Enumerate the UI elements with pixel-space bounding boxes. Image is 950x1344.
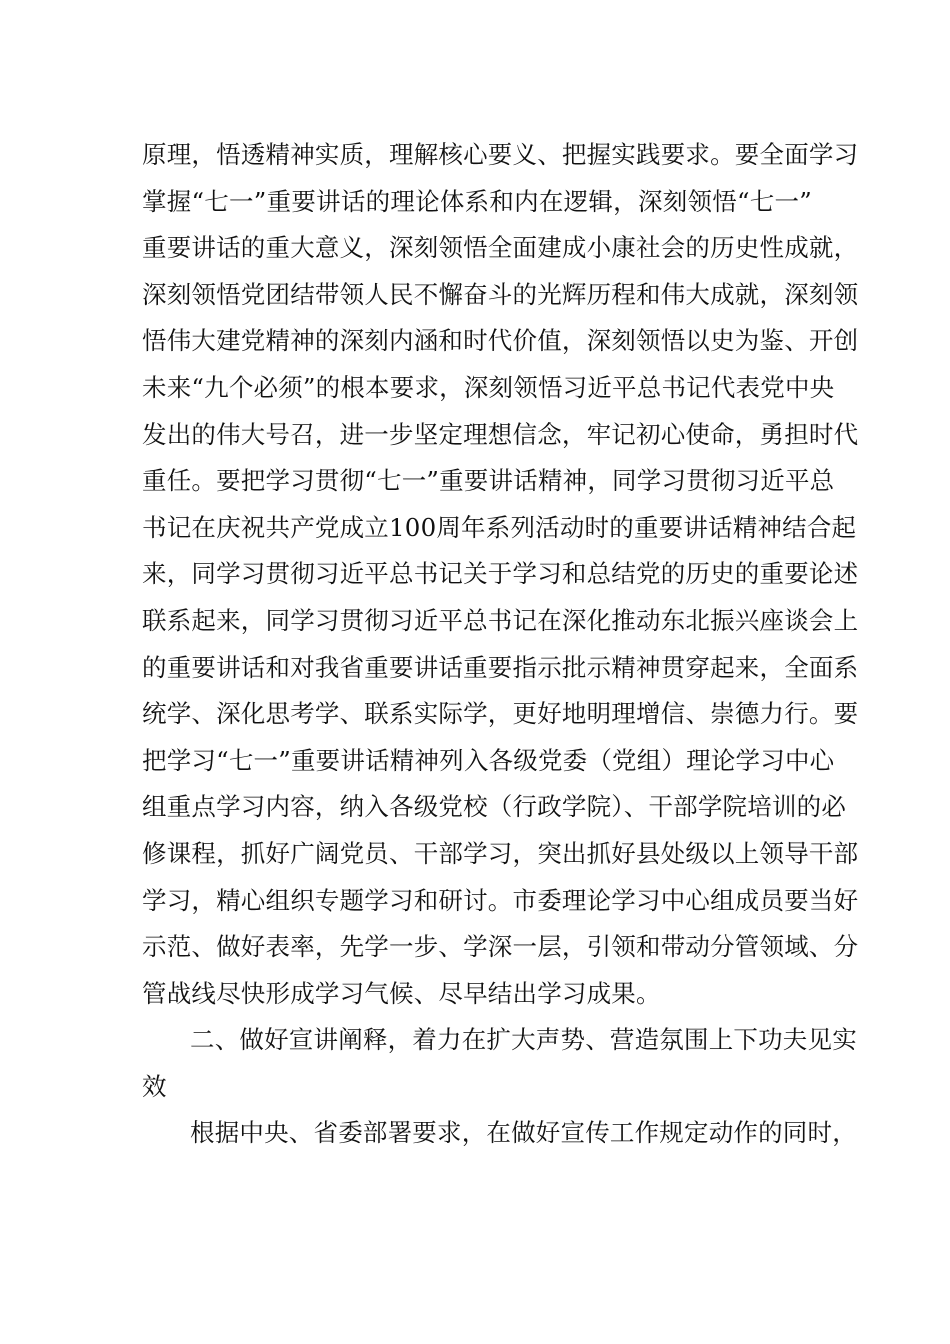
body-text xyxy=(142,132,859,1157)
section-heading: 二、做好宣讲阐释，着力在扩大声势、营造氛围上下功夫见实 xyxy=(190,1025,857,1055)
text-line: 书记在庆祝共产党成立100周年系列活动时的重要讲话精神结合起 xyxy=(142,512,857,542)
text-line: 联系起来，同学习贯彻习近平总书记在深化推动东北振兴座谈会上 xyxy=(142,605,859,635)
text-line: 悟伟大建党精神的深刻内涵和时代价值，深刻领悟以史为鉴、开创 xyxy=(142,326,859,356)
text-line: 管战线尽快形成学习气候、尽早结出学习成果。 xyxy=(142,978,661,1008)
paragraph-start: 根据中央、省委部署要求，在做好宣传工作规定动作的同时， xyxy=(190,1118,857,1148)
text-line: 重要讲话的重大意义，深刻领悟全面建成小康社会的历史性成就， xyxy=(142,233,859,263)
text-line: 发出的伟大号召，进一步坚定理想信念，牢记初心使命，勇担时代 xyxy=(142,419,859,449)
text-line: 修课程，抓好广阔党员、干部学习，突出抓好县处级以上领导干部 xyxy=(142,838,859,868)
text-line: 掌握“七一”重要讲话的理论体系和内在逻辑，深刻领悟“七一” xyxy=(142,186,812,216)
text-line: 原理，悟透精神实质，理解核心要义、把握实践要求。要全面学习 xyxy=(142,140,859,169)
text-line: 统学、深化思考学、联系实际学，更好地明理增信、崇德力行。要 xyxy=(142,699,859,729)
section-heading-continued: 效 xyxy=(142,1071,167,1101)
text-line: 深刻领悟党团结带领人民不懈奋斗的光辉历程和伟大成就，深刻领 xyxy=(142,279,859,309)
text-line: 重任。要把学习贯彻“七一”重要讲话精神，同学习贯彻习近平总 xyxy=(142,466,835,496)
text-line: 的重要讲话和对我省重要讲话重要指示批示精神贯穿起来，全面系 xyxy=(142,652,859,682)
text-line: 把学习“七一”重要讲话精神列入各级党委（党组）理论学习中心 xyxy=(142,745,835,775)
text-line: 学习，精心组织专题学习和研讨。市委理论学习中心组成员要当好 xyxy=(142,885,859,915)
text-line: 未来“九个必须”的根本要求，深刻领悟习近平总书记代表党中央 xyxy=(142,372,835,402)
text-line: 组重点学习内容，纳入各级党校（行政学院）、干部学院培训的必 xyxy=(142,792,847,822)
text-line: 示范、做好表率，先学一步、学深一层，引领和带动分管领域、分 xyxy=(142,932,859,962)
text-line: 来，同学习贯彻习近平总书记关于学习和总结党的历史的重要论述 xyxy=(142,559,859,589)
